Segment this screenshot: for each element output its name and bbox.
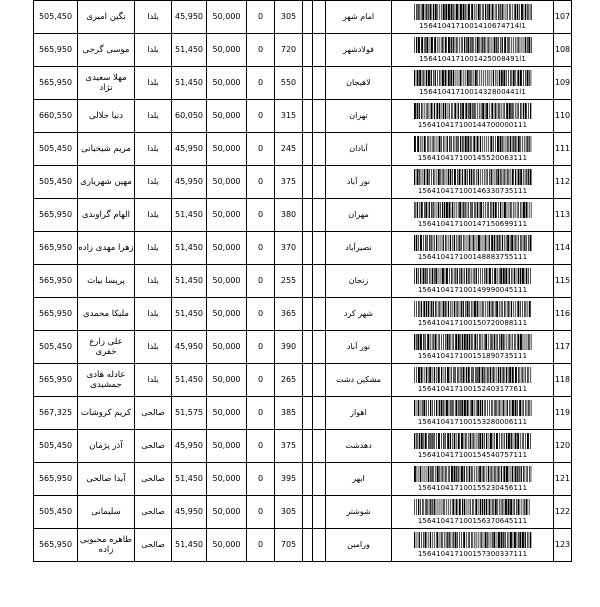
base-amount-cell: 50,000 xyxy=(207,463,247,496)
sender-cell: یلدا xyxy=(135,265,172,298)
base-amount-cell: 50,000 xyxy=(207,397,247,430)
empty-cell xyxy=(303,430,313,463)
base-amount-cell: 50,000 xyxy=(207,430,247,463)
barcode-image xyxy=(413,433,533,449)
total-cell: 505,450 xyxy=(34,1,78,34)
empty-cell xyxy=(303,1,313,34)
total-cell: 505,450 xyxy=(34,331,78,364)
barcode-cell xyxy=(392,331,554,364)
table-body xyxy=(34,1,572,562)
recipient-name-cell: طاهره محبوبی زاده xyxy=(78,529,135,562)
total-cell: 565,950 xyxy=(34,199,78,232)
total-cell: 565,950 xyxy=(34,463,78,496)
destination-city-cell: اهواز xyxy=(326,397,392,430)
barcode-cell xyxy=(392,463,554,496)
postage-cell: 51,450 xyxy=(172,265,207,298)
destination-city-cell: شوشتر xyxy=(326,496,392,529)
barcode-image xyxy=(413,367,533,383)
table-row xyxy=(34,529,572,562)
extra-cell: 0 xyxy=(247,430,275,463)
total-cell: 565,950 xyxy=(34,364,78,397)
barcode-number: 156410417100147150699111 xyxy=(417,219,528,228)
recipient-name-cell: موسی گرجی xyxy=(78,34,135,67)
barcode-cell xyxy=(392,529,554,562)
base-amount-cell: 50,000 xyxy=(207,232,247,265)
empty-cell xyxy=(313,100,326,133)
postage-cell: 51,450 xyxy=(172,67,207,100)
destination-city-cell: دهدشت xyxy=(326,430,392,463)
postage-cell: 51,450 xyxy=(172,232,207,265)
shipment-sheet xyxy=(33,0,571,562)
weight-cell: 305 xyxy=(275,496,303,529)
barcode-number: 156410417100151890735111 xyxy=(417,351,528,360)
total-cell: 505,450 xyxy=(34,430,78,463)
barcode-cell xyxy=(392,166,554,199)
table-row xyxy=(34,1,572,34)
sender-cell: صالحی xyxy=(135,397,172,430)
extra-cell: 0 xyxy=(247,133,275,166)
empty-cell xyxy=(303,67,313,100)
empty-cell xyxy=(303,133,313,166)
table-row xyxy=(34,463,572,496)
sender-cell: یلدا xyxy=(135,298,172,331)
extra-cell: 0 xyxy=(247,331,275,364)
destination-city-cell: مشکین دشت xyxy=(326,364,392,397)
sender-cell: یلدا xyxy=(135,34,172,67)
empty-cell xyxy=(313,364,326,397)
weight-cell: 315 xyxy=(275,100,303,133)
total-cell: 565,950 xyxy=(34,34,78,67)
weight-cell: 245 xyxy=(275,133,303,166)
sender-cell: یلدا xyxy=(135,1,172,34)
empty-cell xyxy=(313,529,326,562)
table-row xyxy=(34,331,572,364)
recipient-name-cell: کریم کروشات xyxy=(78,397,135,430)
recipient-name-cell: علی زارع خفری xyxy=(78,331,135,364)
barcode-number: 156410417100155230456111 xyxy=(417,483,528,492)
sender-cell: یلدا xyxy=(135,67,172,100)
destination-city-cell: زنجان xyxy=(326,265,392,298)
empty-cell xyxy=(313,199,326,232)
table-row xyxy=(34,232,572,265)
weight-cell: 375 xyxy=(275,166,303,199)
extra-cell: 0 xyxy=(247,232,275,265)
barcode-number: 156410417100157300337111 xyxy=(417,549,528,558)
row-number-cell: 115 xyxy=(554,265,572,298)
total-cell: 505,450 xyxy=(34,496,78,529)
barcode-image xyxy=(413,334,533,350)
empty-cell xyxy=(303,232,313,265)
extra-cell: 0 xyxy=(247,496,275,529)
weight-cell: 375 xyxy=(275,430,303,463)
barcode-cell xyxy=(392,199,554,232)
weight-cell: 395 xyxy=(275,463,303,496)
weight-cell: 385 xyxy=(275,397,303,430)
empty-cell xyxy=(313,430,326,463)
sender-cell: صالحی xyxy=(135,463,172,496)
recipient-name-cell: دنیا جلالی xyxy=(78,100,135,133)
recipient-name-cell: پریسا بیات xyxy=(78,265,135,298)
extra-cell: 0 xyxy=(247,1,275,34)
row-number-cell: 112 xyxy=(554,166,572,199)
empty-cell xyxy=(313,166,326,199)
extra-cell: 0 xyxy=(247,67,275,100)
barcode-image xyxy=(413,70,533,86)
postage-cell: 45,950 xyxy=(172,331,207,364)
barcode-cell xyxy=(392,67,554,100)
destination-city-cell: آبادان xyxy=(326,133,392,166)
row-number-cell: 123 xyxy=(554,529,572,562)
row-number-cell: 122 xyxy=(554,496,572,529)
row-number-cell: 107 xyxy=(554,1,572,34)
barcode-cell xyxy=(392,100,554,133)
table-row xyxy=(34,496,572,529)
barcode-image xyxy=(413,532,533,548)
row-number-cell: 111 xyxy=(554,133,572,166)
row-number-cell: 117 xyxy=(554,331,572,364)
extra-cell: 0 xyxy=(247,397,275,430)
barcode-image xyxy=(413,268,533,284)
total-cell: 660,550 xyxy=(34,100,78,133)
barcode-number: 156410417100148883755111 xyxy=(417,252,528,261)
weight-cell: 380 xyxy=(275,199,303,232)
barcode-number: 156410417100153280006111 xyxy=(417,417,528,426)
weight-cell: 255 xyxy=(275,265,303,298)
base-amount-cell: 50,000 xyxy=(207,199,247,232)
postage-cell: 51,450 xyxy=(172,364,207,397)
total-cell: 505,450 xyxy=(34,133,78,166)
sender-cell: یلدا xyxy=(135,166,172,199)
empty-cell xyxy=(313,133,326,166)
base-amount-cell: 50,000 xyxy=(207,166,247,199)
extra-cell: 0 xyxy=(247,100,275,133)
postage-cell: 45,950 xyxy=(172,133,207,166)
postage-cell: 51,450 xyxy=(172,298,207,331)
destination-city-cell: لاهیجان xyxy=(326,67,392,100)
destination-city-cell: ورامین xyxy=(326,529,392,562)
total-cell: 565,950 xyxy=(34,298,78,331)
table-row xyxy=(34,199,572,232)
extra-cell: 0 xyxy=(247,199,275,232)
table-row xyxy=(34,100,572,133)
empty-cell xyxy=(303,331,313,364)
base-amount-cell: 50,000 xyxy=(207,100,247,133)
postage-cell: 45,950 xyxy=(172,166,207,199)
recipient-name-cell: سلیمانی xyxy=(78,496,135,529)
empty-cell xyxy=(313,67,326,100)
empty-cell xyxy=(303,166,313,199)
row-number-cell: 114 xyxy=(554,232,572,265)
weight-cell: 550 xyxy=(275,67,303,100)
table-row xyxy=(34,133,572,166)
destination-city-cell: فولادشهر xyxy=(326,34,392,67)
barcode-number: 156410417100149990045111 xyxy=(417,285,528,294)
barcode-image xyxy=(413,136,533,152)
barcode-cell xyxy=(392,364,554,397)
weight-cell: 305 xyxy=(275,1,303,34)
sender-cell: صالحی xyxy=(135,496,172,529)
barcode-cell xyxy=(392,430,554,463)
empty-cell xyxy=(313,1,326,34)
base-amount-cell: 50,000 xyxy=(207,265,247,298)
destination-city-cell: نور آباد xyxy=(326,331,392,364)
empty-cell xyxy=(313,463,326,496)
barcode-cell xyxy=(392,34,554,67)
empty-cell xyxy=(303,463,313,496)
barcode-number: 156410417100152403177611 xyxy=(417,384,528,393)
sender-cell: صالحی xyxy=(135,529,172,562)
empty-cell xyxy=(303,298,313,331)
row-number-cell: 113 xyxy=(554,199,572,232)
recipient-name-cell: عادله هادی جمشیدی xyxy=(78,364,135,397)
row-number-cell: 109 xyxy=(554,67,572,100)
row-number-cell: 120 xyxy=(554,430,572,463)
barcode-cell xyxy=(392,298,554,331)
barcode-cell xyxy=(392,397,554,430)
base-amount-cell: 50,000 xyxy=(207,529,247,562)
barcode-number: 156410417100150720088111 xyxy=(417,318,528,327)
sender-cell: یلدا xyxy=(135,364,172,397)
destination-city-cell: ابهر xyxy=(326,463,392,496)
table-row xyxy=(34,364,572,397)
postage-cell: 51,450 xyxy=(172,34,207,67)
barcode-image xyxy=(413,37,533,53)
base-amount-cell: 50,000 xyxy=(207,331,247,364)
empty-cell xyxy=(303,397,313,430)
empty-cell xyxy=(313,34,326,67)
destination-city-cell: مهران xyxy=(326,199,392,232)
barcode-number: 156410417100144700000111 xyxy=(417,120,528,129)
empty-cell xyxy=(303,496,313,529)
row-number-cell: 119 xyxy=(554,397,572,430)
barcode-image xyxy=(413,4,533,20)
barcode-number: 156410417100145520063111 xyxy=(417,153,528,162)
total-cell: 505,450 xyxy=(34,166,78,199)
empty-cell xyxy=(313,496,326,529)
empty-cell xyxy=(303,100,313,133)
table-row xyxy=(34,397,572,430)
barcode-image xyxy=(413,301,533,317)
barcode-image xyxy=(413,235,533,251)
base-amount-cell: 50,000 xyxy=(207,34,247,67)
base-amount-cell: 50,000 xyxy=(207,364,247,397)
extra-cell: 0 xyxy=(247,265,275,298)
total-cell: 567,325 xyxy=(34,397,78,430)
shipment-table xyxy=(33,0,572,562)
destination-city-cell: نصیرآباد xyxy=(326,232,392,265)
recipient-name-cell: ملیکا محمدی xyxy=(78,298,135,331)
empty-cell xyxy=(313,265,326,298)
recipient-name-cell: الهام گراوندی xyxy=(78,199,135,232)
extra-cell: 0 xyxy=(247,166,275,199)
recipient-name-cell: آذر پژمان xyxy=(78,430,135,463)
weight-cell: 265 xyxy=(275,364,303,397)
weight-cell: 720 xyxy=(275,34,303,67)
base-amount-cell: 50,000 xyxy=(207,496,247,529)
destination-city-cell: شهر کرد xyxy=(326,298,392,331)
weight-cell: 390 xyxy=(275,331,303,364)
extra-cell: 0 xyxy=(247,463,275,496)
total-cell: 565,950 xyxy=(34,265,78,298)
sender-cell: یلدا xyxy=(135,199,172,232)
barcode-number: 1564104171001432800441l1 xyxy=(419,87,526,96)
recipient-name-cell: زهرا مهدی زاده xyxy=(78,232,135,265)
postage-cell: 51,450 xyxy=(172,463,207,496)
empty-cell xyxy=(313,397,326,430)
postage-cell: 51,450 xyxy=(172,529,207,562)
base-amount-cell: 50,000 xyxy=(207,1,247,34)
empty-cell xyxy=(303,34,313,67)
sender-cell: صالحی xyxy=(135,430,172,463)
postage-cell: 45,950 xyxy=(172,1,207,34)
destination-city-cell: امام شهر xyxy=(326,1,392,34)
empty-cell xyxy=(303,199,313,232)
base-amount-cell: 50,000 xyxy=(207,298,247,331)
extra-cell: 0 xyxy=(247,364,275,397)
empty-cell xyxy=(313,232,326,265)
total-cell: 565,950 xyxy=(34,232,78,265)
table-row xyxy=(34,298,572,331)
barcode-image xyxy=(413,400,533,416)
barcode-number: 156410417100156370645111 xyxy=(417,516,528,525)
row-number-cell: 121 xyxy=(554,463,572,496)
barcode-image xyxy=(413,499,533,515)
recipient-name-cell: مهلا سعیدی نژاد xyxy=(78,67,135,100)
table-row xyxy=(34,430,572,463)
barcode-cell xyxy=(392,133,554,166)
barcode-image xyxy=(413,103,533,119)
total-cell: 565,950 xyxy=(34,67,78,100)
empty-cell xyxy=(303,265,313,298)
postage-cell: 45,950 xyxy=(172,430,207,463)
extra-cell: 0 xyxy=(247,34,275,67)
row-number-cell: 108 xyxy=(554,34,572,67)
barcode-image xyxy=(413,169,533,185)
recipient-name-cell: مهین شهریاری xyxy=(78,166,135,199)
barcode-number: 156410417100146330735111 xyxy=(417,186,528,195)
table-row xyxy=(34,265,572,298)
empty-cell xyxy=(313,331,326,364)
postage-cell: 45,950 xyxy=(172,496,207,529)
destination-city-cell: نور آباد xyxy=(326,166,392,199)
sender-cell: یلدا xyxy=(135,232,172,265)
barcode-cell xyxy=(392,496,554,529)
weight-cell: 365 xyxy=(275,298,303,331)
table-row xyxy=(34,67,572,100)
barcode-number: 1564104171001425008491l1 xyxy=(419,54,526,63)
sender-cell: یلدا xyxy=(135,133,172,166)
extra-cell: 0 xyxy=(247,529,275,562)
empty-cell xyxy=(313,298,326,331)
base-amount-cell: 50,000 xyxy=(207,67,247,100)
row-number-cell: 110 xyxy=(554,100,572,133)
barcode-cell xyxy=(392,232,554,265)
recipient-name-cell: آیدا صالحی xyxy=(78,463,135,496)
weight-cell: 705 xyxy=(275,529,303,562)
recipient-name-cell: نگین امیری xyxy=(78,1,135,34)
barcode-number: 1564104171001410674714l1 xyxy=(419,21,526,30)
base-amount-cell: 50,000 xyxy=(207,133,247,166)
row-number-cell: 116 xyxy=(554,298,572,331)
barcode-image xyxy=(413,202,533,218)
barcode-cell xyxy=(392,1,554,34)
extra-cell: 0 xyxy=(247,298,275,331)
table-row xyxy=(34,166,572,199)
sender-cell: یلدا xyxy=(135,100,172,133)
postage-cell: 51,450 xyxy=(172,199,207,232)
empty-cell xyxy=(303,364,313,397)
empty-cell xyxy=(303,529,313,562)
barcode-image xyxy=(413,466,533,482)
postage-cell: 60,050 xyxy=(172,100,207,133)
destination-city-cell: تهران xyxy=(326,100,392,133)
total-cell: 565,950 xyxy=(34,529,78,562)
recipient-name-cell: مریم شیخیانی xyxy=(78,133,135,166)
barcode-number: 156410417100154540757111 xyxy=(417,450,528,459)
row-number-cell: 118 xyxy=(554,364,572,397)
barcode-cell xyxy=(392,265,554,298)
sender-cell: یلدا xyxy=(135,331,172,364)
table-row xyxy=(34,34,572,67)
postage-cell: 51,575 xyxy=(172,397,207,430)
weight-cell: 370 xyxy=(275,232,303,265)
